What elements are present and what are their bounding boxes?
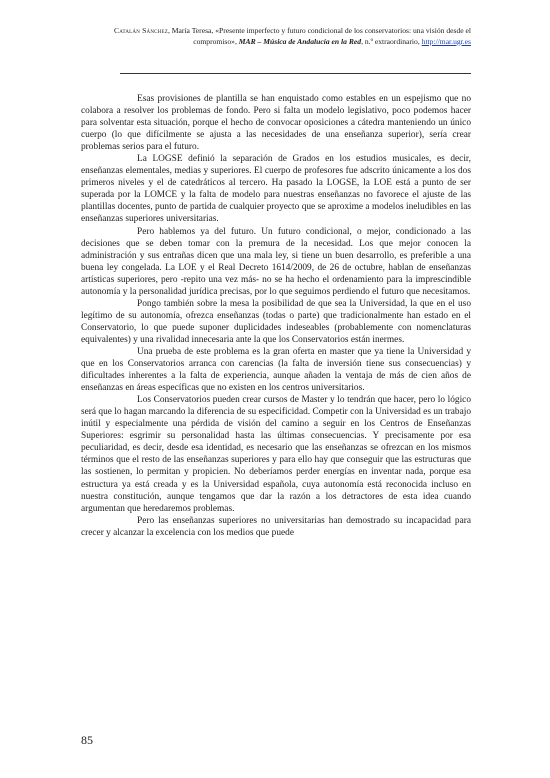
article-body [81,93,471,539]
header-divider [120,73,471,74]
body-paragraph: Una prueba de este problema es la gran oferta en master que ya tiene la Universidad y que en los Conservatorios arranca con carencias (la falta de inversión tiene sus consecuencias) y dificultades inherentes a la falta de experiencia, aunque añaden la ventaja de más de cien años de enseñanzas en áreas específicas que no existen en los centros universitarios. [81,346,471,394]
body-paragraph: Pero hablemos ya del futuro. Un futuro condicional, o mejor, condicionado a las decisiones que se deben tomar con la premura de la necesidad. Los que mejor conocen la administración y sus entrañas dicen que una mala ley, si tiene un buen desarrollo, es preferible a una buena ley congelada. La LOE y el Real Decreto 1614/2009, de 26 de octubre, hablan de enseñanzas artísticas superiores, pero -repito una vez más- no se ha hecho el ordenamiento para la imprescindible autonomía y la personalidad jurídica precisas, por lo que seguimos perdiendo el futuro que necesitamos. [81,226,471,297]
header-journal-name: MAR – Música de Andalucía en la Red [238,36,362,46]
body-paragraph: Los Conservatorios pueden crear cursos de Master y lo tendrán que hacer, pero lo lógico será que lo hagan marcando la diferencia de su especificidad. Competir con la Universidad es un trabajo inútil y especialmente una pérdida de visión del camino a seguir en los Centros de Enseñanzas Superiores: esgrimir su personalidad hasta las últimas consecuencias. Y precisamente por esa peculiaridad, es decir, desde esa identidad, es necesario que las enseñanzas se ofrezcan en los mismos términos que el resto de las enseñanzas superiores y para ello hay que conseguir que las estructuras que las sostienen, lo permitan y propicien. No deberíamos perder energías en inventar nada, porque esa estructura ya está creada y es la Universidad española, cuya autonomía está reconocida incluso en nuestra constitución, aunque tengamos que dar la razón a los detractores de esta idea cuando argumentan que heredaremos problemas. [81,395,471,514]
header-article-title: «Presente imperfecto y futuro condicional de los conservatorios: una visión desde el compromiso», [193,26,471,46]
body-paragraph: La LOGSE definió la separación de Grados en los estudios musicales, es decir, enseñanzas elementales, medias y superiores. El cuerpo de profesores fue adscrito únicamente a los dos primeros niveles y el de catedráticos al tercero. Ha pasado la LOGSE, la LOE está a punto de ser superada por la LOMCE y la falta de modelo para nuestras enseñanzas no favorece el ajuste de las plantillas docentes, punto de partida de cualquier proyecto que se aproxime a modelos ineludibles en las enseñanzas superiores universitarias. [81,154,471,225]
page-number: 85 [81,733,93,747]
header-author-surname: Catalán Sánchez [113,26,168,35]
body-paragraph: Pongo también sobre la mesa la posibilidad de que sea la Universidad, la que en el uso legítimo de su autonomía, ofrezca enseñanzas (todas o parte) que tradicionalmente han estado en el Conservatorio, lo que puede suponer duplicidades indeseables (probablemente con nomenclaturas equivalentes) y una rivalidad innecesaria ante la que los Conservatorios están inermes. [81,298,471,345]
header-url-link[interactable]: http://mar.ugr.es [421,36,471,46]
header-issue: , n.º extraordinario, [361,36,422,46]
running-header [111,26,471,47]
body-paragraph: Pero las enseñanzas superiores no universitarias han demostrado su incapacidad para crecer y alcanzar la excelencia con los medios que puede [81,515,471,538]
body-paragraph: Esas provisiones de plantilla se han enquistado como estables en un espejismo que no colabora a resolver los problemas de fondo. Pero si falta un modelo legislativo, poco podemos hacer para solventar esta situación, porque el hecho de convocar oposiciones a cátedra manteniendo un único cuerpo (lo que difícilmente se ajusta a las necesidades de una enseñanza superior), sería crear problemas serios para el futuro. [81,94,471,153]
header-author-given: , María Teresa, [168,26,216,35]
